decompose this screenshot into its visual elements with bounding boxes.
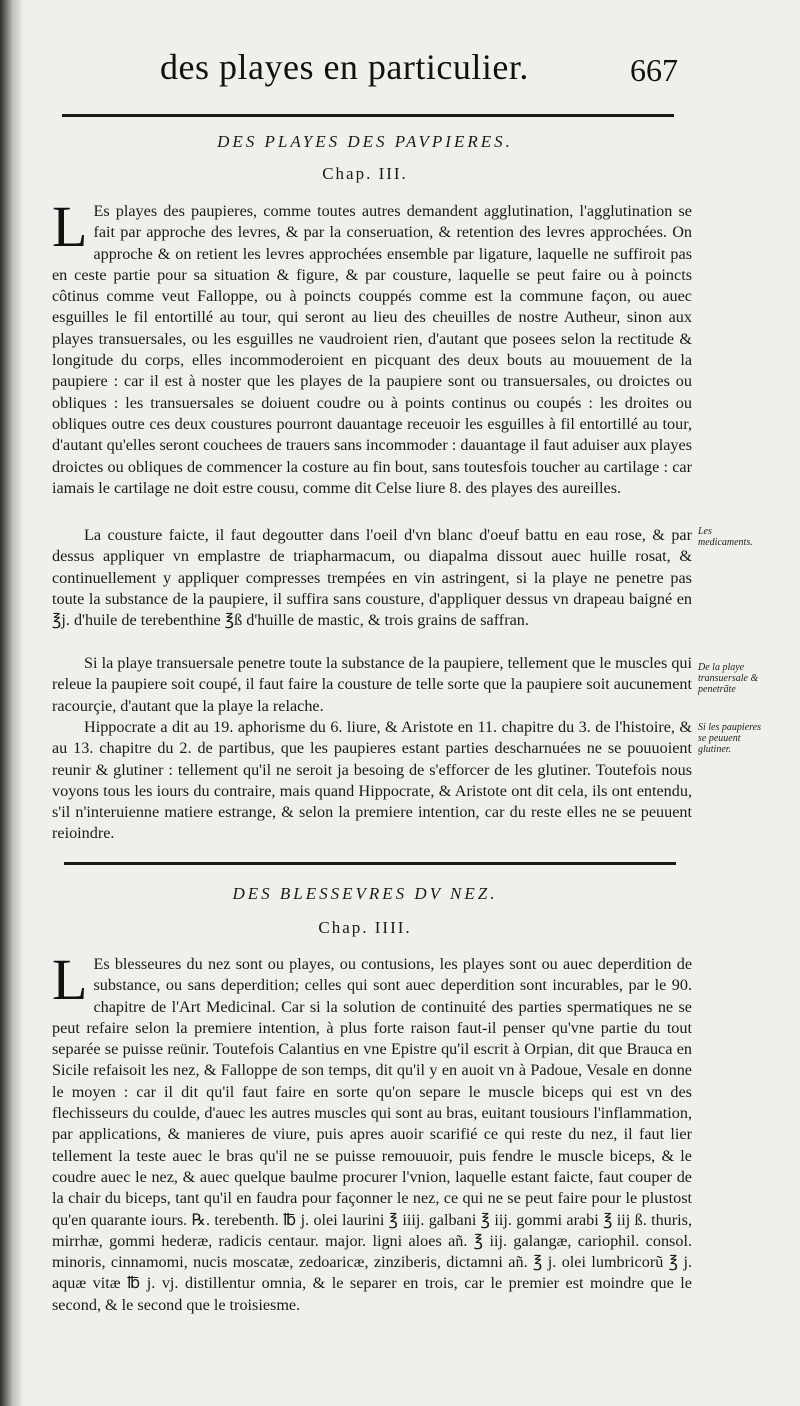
running-head: des playes en particulier. xyxy=(160,47,529,87)
section-title-paupieres: DES PLAYES DES PAVPIERES. xyxy=(217,132,513,151)
paragraph-5 xyxy=(52,947,692,1316)
section-title-nez: DES BLESSEVRES DV NEZ. xyxy=(232,884,498,903)
paragraph-2: La cousture faicte, il faut degoutter dans l'oeil d'vn blanc d'oeuf battu en eau rose, & par dessus appliquer vn emplastre de triapharmacum, ou diapalma dissout auec huille rosat, & continuellement y appliquer compresses trempées en vin astringent, si la playe ne penetre pas toute la substance de la paupiere, il suffira sans cousture, d'appliquer dessus vn drapeau baigné en ℥j. d'huile de terebenthine ℥ß d'huille de mastic, & trois grains de saffran. xyxy=(52,526,692,630)
paragraph-1 xyxy=(52,194,692,499)
paragraph-3: Si la playe transuersale penetre toute la substance de la paupiere, tellement que le muscles qui releue la paupiere soit coupé, il faut faire la cousture de telle sorte que la paupiere soit aucunement racourçie, d'autant que la playe la relache. xyxy=(52,654,692,715)
margin-note-glutiner: Si les paupieres se peuuent glutiner. xyxy=(698,722,761,755)
header-rule xyxy=(62,114,674,117)
chapter-heading-3: Chap. III. xyxy=(322,164,408,183)
paragraph-4: Hippocrate a dit au 19. aphorisme du 6. liure, & Aristote en 11. chapitre du 3. de l'histoire, & au 13. chapitre du 2. de partibus, que les paupieres estant parties descharnuées ne se pouuoient reunir & glutiner : tellement qu'il ne seroit ja besoing de s'efforcer de les glutiner. Toutefois nous voyons tous les iours du contraire, mais quand Hippocrate, & Aristote ont dit cela, ils ont entendu, s'il n'interuienne matiere estrange, & selon la premiere intention, car du reste elles ne se peuuent reioindre. xyxy=(52,718,692,843)
drop-cap: L xyxy=(52,947,88,1012)
chapter-heading-4: Chap. IIII. xyxy=(318,918,412,937)
margin-note-playe-transuersale: De la playe transuersale & penetrãte xyxy=(698,662,759,695)
page-number: 667 xyxy=(630,52,678,88)
page-binding-edge xyxy=(0,0,14,1406)
margin-note-medicaments: Les medicaments. xyxy=(698,526,753,548)
gutter-shadow xyxy=(14,0,24,1406)
paragraph-1-text: Es playes des paupieres, comme toutes autres demandent agglutination, l'agglutination se fait par approche des levres, & par la conseruation, & retention des levres approchées. On approche & on retient les levres approchées ensemble par ligature, laquelle ne suffiroit pas en ceste partie pour sa situation & figure, & par cousture, laquelle se peut faire ou à poincts côtinus comme veut Falloppe, ou à poincts couppés comme est la commune façon, ou auec esguilles le fil entortillé au tour, qui seront au lieu des cheuilles de nostre Autheur, sinon aux playes transuersales, ou les esguilles ne vaudroient rien, d'autant que posees selon la rectitude & longitude du corps, elles incommoderoient en picquant des deux bouts au mouuement de la paupiere : car il est à noster que les playes de la paupiere sont ou transuersales, ou droictes ou obliques : les transuersales se doiuent coudre ou à points continus ou coupés : les droites ou obliques outre ces deux coustures pourront dauantage receuoir les esguilles à fil entortillé au tour, d'autant qu'elles seront couchees de trauers sans incommoder : dauantage il faut aduiser aux playes droictes ou obliques de commencer la costure au fin bout, sans toutesfois toucher au cartilage : car iamais le cartilage ne doit estre cousu, comme dit Celse liure 8. des playes des aureilles. xyxy=(52,202,692,497)
paragraph-5-text: Es blesseures du nez sont ou playes, ou contusions, les playes sont ou auec deperdition de substance, ou sans deperdition; celles qui sont auec deperdition sont incurables, par le 90. chapitre de l'Art Medicinal. Car si la solution de continuité des parties spermatiques ne se peut refaire selon la premiere intention, à plus forte raison faut-il penser qu'vne partie du tout separée se puisse reünir. Toutefois Calantius en vne Epistre qu'il escrit à Orpian, dit que Brauca en Sicile refaisoit les nez, & Falloppe de son temps, dit qu'il y en auoit vn à Padoue, Vesale en donne le moyen : car il dit qu'il faut faire en sorte qu'on separe le muscle biceps qui est vn des flechisseurs du coulde, d'auec les autres muscles qui sont au bras, euitant tousiours l'inflammation, par applications, & manieres de viure, puis apres auoir scarifié ce qui reste du nez, il faut lier tellement la teste auec le bras qu'il ne se puisse remouuoir, puis fendre le muscle biceps, & le coudre auec le nez, & auec quelque baulme procurer l'vnion, laquelle estant faicte, faut couper de la chair du biceps, tant qu'il en faudra pour façonner le nez, ce qui ne se peut faire pour le plustost qu'en quarante iours. ℞. terebenth. ℔ j. olei laurini ℥ iiij. galbani ℥ iij. gommi arabi ℥ iij ß. thuris, mirrhæ, gommi hederæ, radicis centaur. major. ligni aloes añ. ℥ iij. galangæ, cariophil. consol. minoris, cinnamomi, nucis moscatæ, zedoaricæ, zinziberis, dictamni añ. ℥ j. olei lumbricorũ ℥ j. aquæ vitæ ℔ j. vj. distillentur omnia, & le separer en trois, car le premier est moindre que le second, & le second que le troisiesme. xyxy=(52,955,692,1314)
drop-cap: L xyxy=(52,194,88,259)
section-divider-rule xyxy=(64,862,676,865)
